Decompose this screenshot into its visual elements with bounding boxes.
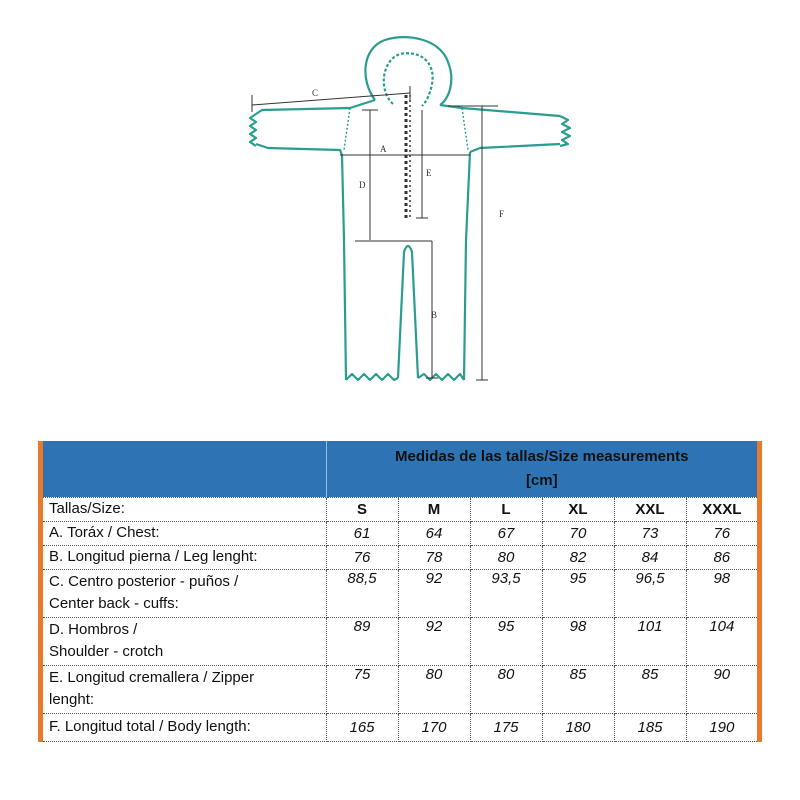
size-xxl: XXL — [614, 497, 686, 521]
header-empty-cell — [43, 441, 326, 497]
value-cell: 78 — [398, 545, 470, 569]
value-cell: 175 — [470, 713, 542, 741]
value-cell: 185 — [614, 713, 686, 741]
row-label-line1: A. Toráx / Chest: — [49, 524, 160, 542]
row-label-line1: C. Centro posterior - puños / — [49, 573, 239, 591]
table-title — [326, 441, 757, 497]
value-cell: 98 — [686, 569, 757, 617]
value-cell: 82 — [542, 545, 614, 569]
measurement-rows — [43, 521, 757, 741]
row-label — [43, 665, 326, 713]
table-row — [43, 545, 757, 569]
value-cell: 88,5 — [326, 569, 398, 617]
value-cell: 96,5 — [614, 569, 686, 617]
value-cell: 98 — [542, 617, 614, 665]
table-row — [43, 617, 757, 665]
zipper — [406, 95, 410, 218]
row-label-line2: lenght: — [49, 691, 95, 709]
size-l: L — [470, 497, 542, 521]
value-cell: 90 — [686, 665, 757, 713]
value-cell: 75 — [326, 665, 398, 713]
row-label — [43, 617, 326, 665]
table-title-line1: Medidas de las tallas/Size measurements — [395, 447, 689, 465]
label-a: A — [380, 144, 387, 154]
row-label — [43, 521, 326, 545]
value-cell: 89 — [326, 617, 398, 665]
table-header-row — [43, 441, 757, 497]
label-e: E — [426, 168, 432, 178]
row-label-line2: Center back - cuffs: — [49, 595, 179, 613]
size-m: M — [398, 497, 470, 521]
value-cell: 86 — [686, 545, 757, 569]
value-cell: 80 — [470, 665, 542, 713]
table-row — [43, 521, 757, 545]
value-cell: 92 — [398, 617, 470, 665]
value-cell: 80 — [470, 545, 542, 569]
value-cell: 101 — [614, 617, 686, 665]
row-label — [43, 569, 326, 617]
sizes-row — [43, 497, 757, 521]
value-cell: 73 — [614, 521, 686, 545]
value-cell: 95 — [542, 569, 614, 617]
value-cell: 76 — [326, 545, 398, 569]
row-label — [43, 545, 326, 569]
row-label-line1: B. Longitud pierna / Leg lenght: — [49, 548, 258, 566]
value-cell: 93,5 — [470, 569, 542, 617]
label-c: C — [312, 88, 319, 98]
value-cell: 85 — [542, 665, 614, 713]
measurement-lines — [252, 86, 498, 380]
label-f: F — [499, 209, 505, 219]
table-title-line2: [cm] — [525, 471, 558, 489]
value-cell: 104 — [686, 617, 757, 665]
value-cell: 76 — [686, 521, 757, 545]
row-label-line1: E. Longitud cremallera / Zipper — [49, 669, 255, 687]
size-table-container — [38, 441, 762, 742]
label-d: D — [359, 180, 366, 190]
value-cell: 190 — [686, 713, 757, 741]
sizes-row-label: Tallas/Size: — [43, 497, 326, 521]
value-cell: 61 — [326, 521, 398, 545]
size-measurements-table — [43, 441, 757, 742]
value-cell: 165 — [326, 713, 398, 741]
table-row — [43, 665, 757, 713]
value-cell: 80 — [398, 665, 470, 713]
row-label — [43, 713, 326, 741]
size-xl: XL — [542, 497, 614, 521]
row-label-line1: F. Longitud total / Body length: — [49, 718, 251, 736]
table-row — [43, 713, 757, 741]
value-cell: 92 — [398, 569, 470, 617]
value-cell: 70 — [542, 521, 614, 545]
value-cell: 95 — [470, 617, 542, 665]
value-cell: 67 — [470, 521, 542, 545]
size-xxxl: XXXL — [686, 497, 757, 521]
value-cell: 64 — [398, 521, 470, 545]
value-cell: 84 — [614, 545, 686, 569]
table-row — [43, 569, 757, 617]
row-label-line1: D. Hombros / — [49, 621, 138, 639]
value-cell: 170 — [398, 713, 470, 741]
row-label-line2: Shoulder - crotch — [49, 643, 164, 661]
value-cell: 180 — [542, 713, 614, 741]
size-s: S — [326, 497, 398, 521]
label-b: B — [431, 310, 438, 320]
value-cell: 85 — [614, 665, 686, 713]
